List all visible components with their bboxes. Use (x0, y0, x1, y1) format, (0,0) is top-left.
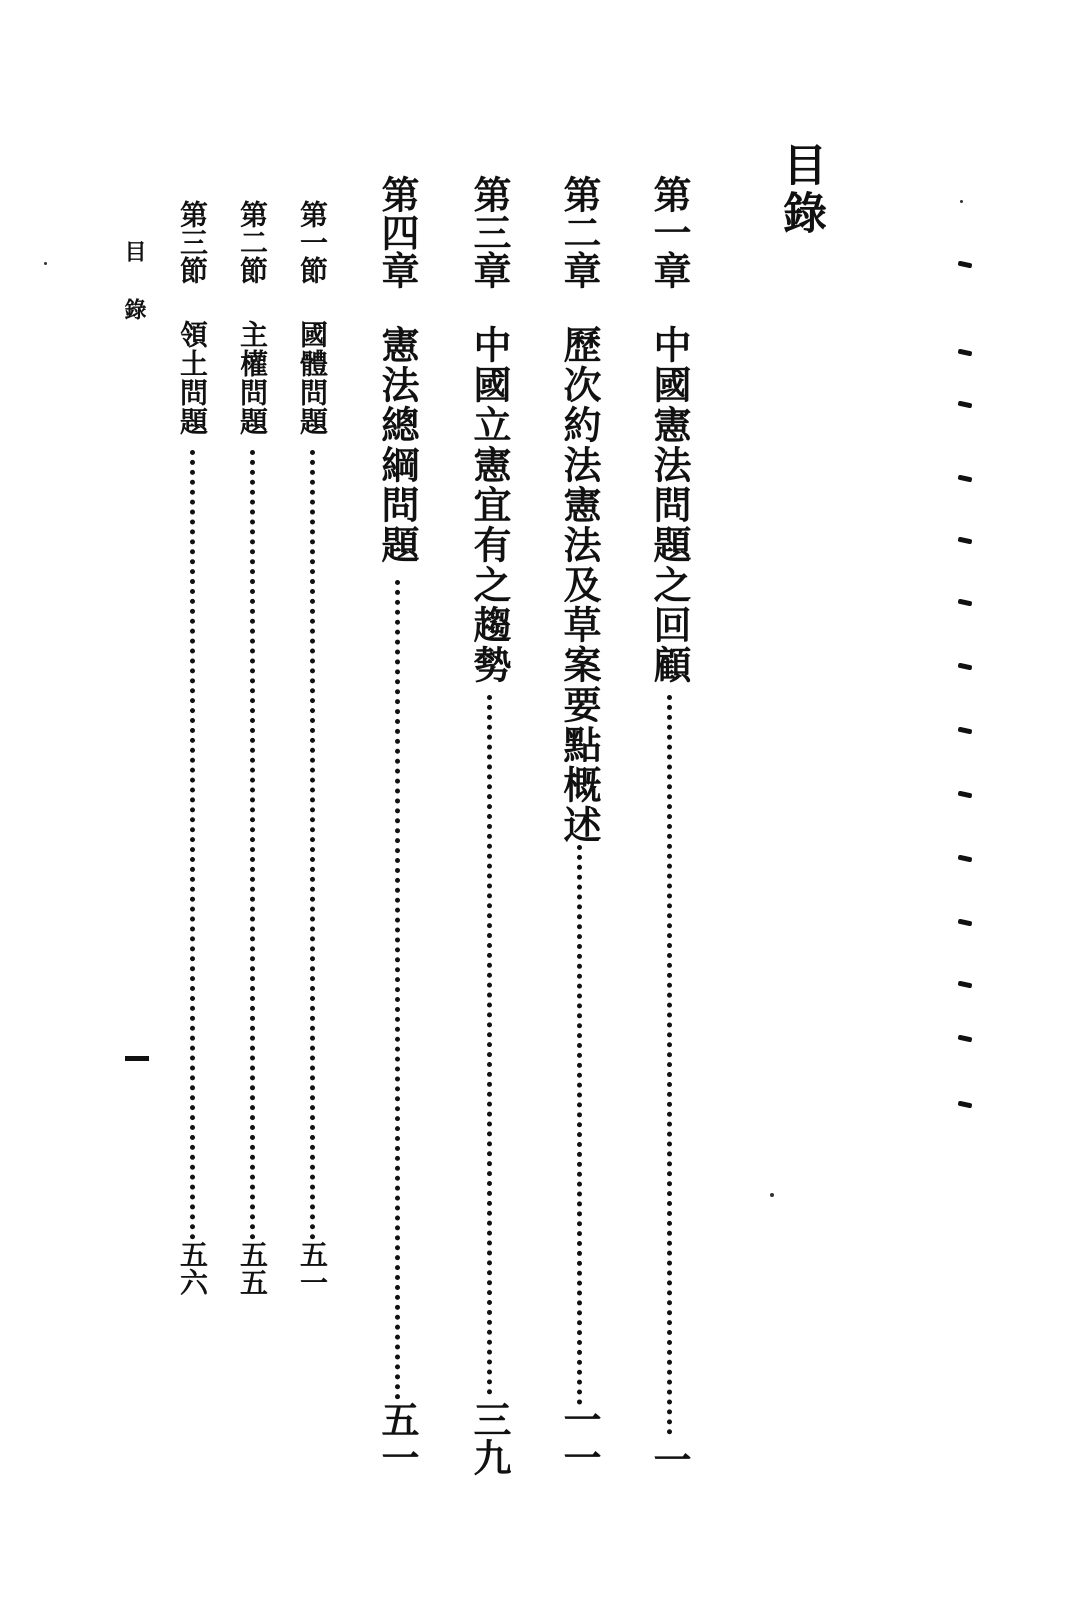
dot-leader (577, 845, 582, 1405)
entry-label: 第一節 (296, 200, 329, 284)
dot-leader (395, 580, 400, 1400)
entry-page-number: 五六 (176, 1240, 209, 1296)
edge-mark (958, 981, 973, 989)
entry-heading: 中國立憲宜有之趨勢 (467, 325, 512, 685)
entry-label: 第四章 (375, 175, 420, 289)
edge-mark (958, 401, 973, 409)
dot-leader (487, 695, 492, 1395)
entry-label: 第三章 (467, 175, 512, 289)
edge-mark (958, 1101, 973, 1109)
entry-heading: 憲法總綱問題 (375, 325, 420, 565)
edge-mark (958, 599, 973, 607)
running-head-part1: 目 (121, 240, 147, 262)
entry-label: 第二章 (557, 175, 602, 289)
running-head-part2: 錄 (121, 298, 147, 320)
entry-heading: 國體問題 (296, 320, 329, 436)
entry-page-number: 五一 (375, 1400, 420, 1476)
entry-page-number: 一 (647, 1440, 692, 1478)
scan-speck (960, 200, 963, 203)
entry-heading: 領土問題 (176, 320, 209, 436)
entry-heading: 主權問題 (236, 320, 269, 436)
edge-mark (958, 791, 973, 799)
scan-speck (44, 262, 47, 265)
edge-mark (958, 537, 973, 545)
dot-leader (310, 450, 315, 1240)
scan-speck (770, 1193, 774, 1197)
page-title: 目錄 (775, 142, 826, 238)
entry-page-number: 一一 (557, 1400, 602, 1476)
folio-page-number (125, 1056, 149, 1061)
dot-leader (667, 695, 672, 1435)
edge-mark (958, 475, 973, 483)
edge-mark (958, 261, 973, 269)
entry-label: 第三節 (176, 200, 209, 284)
entry-page-number: 五五 (236, 1240, 269, 1296)
edge-mark (958, 855, 973, 863)
dot-leader (250, 450, 255, 1240)
entry-label: 第一章 (647, 175, 692, 289)
edge-mark (958, 349, 973, 357)
dot-leader (190, 450, 195, 1240)
edge-mark (958, 663, 973, 671)
entry-label: 第二節 (236, 200, 269, 284)
entry-heading: 中國憲法問題之回顧 (647, 325, 692, 685)
edge-mark (958, 727, 973, 735)
entry-page-number: 五一 (296, 1240, 329, 1296)
entry-heading: 歷次約法憲法及草案要點概述 (557, 325, 602, 845)
entry-page-number: 三九 (467, 1400, 512, 1476)
edge-mark (958, 1035, 973, 1043)
edge-mark (958, 919, 973, 927)
running-head (123, 240, 145, 320)
